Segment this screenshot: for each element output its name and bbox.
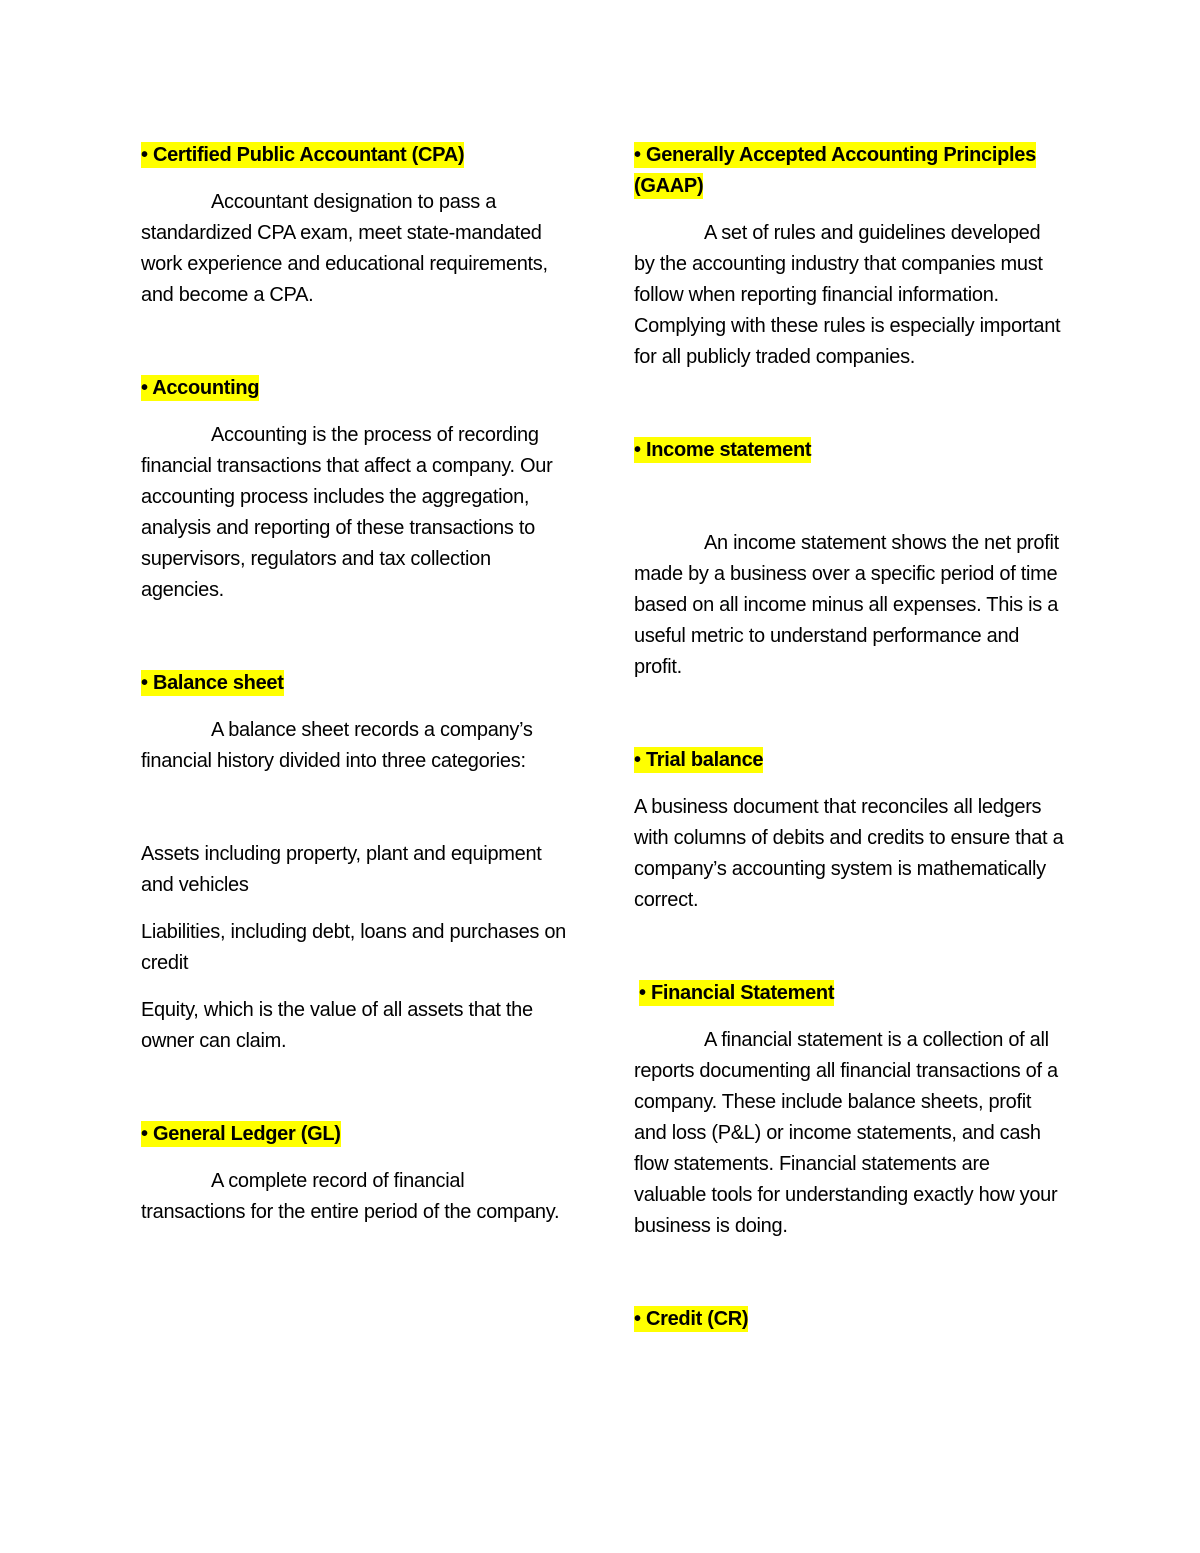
term-cpa — [141, 140, 571, 311]
term-heading-financial-statement: • Financial Statement — [639, 982, 835, 1004]
term-heading-cpa: • Certified Public Accountant (CPA) — [141, 144, 465, 166]
balance-sheet-item-liabilities: Liabilities, including debt, loans and purchases on credit — [141, 921, 566, 974]
bullet-icon: • — [639, 982, 646, 1004]
term-definition-accounting: Accounting is the process of recording financial transactions that affect a company. Our accounting process includes the aggregation, analysis and reporting of these transactions to supervisors, regulators and tax collection agencies. — [141, 424, 553, 601]
term-heading-general-ledger: • General Ledger (GL) — [141, 1123, 341, 1145]
term-definition-balance-sheet: A balance sheet records a company’s financial history divided into three categories: — [141, 719, 533, 772]
bullet-icon: • — [141, 1123, 148, 1145]
term-definition-financial-statement: A financial statement is a collection of all reports documenting all financial transactions of a company. These include balance sheets, profit and loss (P&L) or income statements, and cash flow statements. Financial statements are valuable tools for understanding exactly how your business is doing. — [634, 1029, 1058, 1237]
term-definition-general-ledger: A complete record of financial transactions for the entire period of the company. — [141, 1170, 560, 1223]
term-trial-balance — [634, 745, 1064, 916]
term-income-statement — [634, 435, 1064, 683]
term-definition-trial-balance: A business document that reconciles all ledgers with columns of debits and credits to ensure that a company’s accounting system is mathematically correct. — [634, 796, 1064, 911]
term-heading-balance-sheet: • Balance sheet — [141, 672, 284, 694]
term-heading-income-statement: • Income statement — [634, 439, 812, 461]
term-credit — [634, 1304, 1064, 1335]
balance-sheet-item-assets: Assets including property, plant and equipment and vehicles — [141, 843, 542, 896]
right-column — [634, 140, 1064, 1365]
term-definition-income-statement: An income statement shows the net profit made by a business over a specific period of time based on all income minus all expenses. This is a useful metric to understand performance and profit. — [634, 532, 1059, 678]
term-heading-credit: • Credit (CR) — [634, 1308, 749, 1330]
term-definition-cpa: Accountant designation to pass a standardized CPA exam, meet state-mandated work experience and educational requirements, and become a CPA. — [141, 191, 548, 306]
bullet-icon: • — [634, 749, 641, 771]
term-balance-sheet — [141, 668, 571, 1057]
term-heading-gaap: • Generally Accepted Accounting Principles (GAAP) — [634, 144, 1036, 197]
balance-sheet-item-equity: Equity, which is the value of all assets that the owner can claim. — [141, 999, 533, 1052]
term-general-ledger — [141, 1119, 571, 1228]
bullet-icon: • — [634, 144, 641, 166]
bullet-icon: • — [141, 672, 148, 694]
bullet-icon: • — [634, 439, 641, 461]
term-definition-gaap: A set of rules and guidelines developed by the accounting industry that companies must follow when reporting financial information. Complying with these rules is especially important for all publicly traded companies. — [634, 222, 1061, 368]
term-heading-accounting: • Accounting — [141, 377, 260, 399]
term-gaap — [634, 140, 1064, 373]
term-heading-trial-balance: • Trial balance — [634, 749, 764, 771]
bullet-icon: • — [141, 144, 148, 166]
bullet-icon: • — [634, 1308, 641, 1330]
left-column — [141, 140, 571, 1258]
bullet-icon: • — [141, 377, 148, 399]
term-financial-statement — [634, 978, 1064, 1242]
term-accounting — [141, 373, 571, 606]
